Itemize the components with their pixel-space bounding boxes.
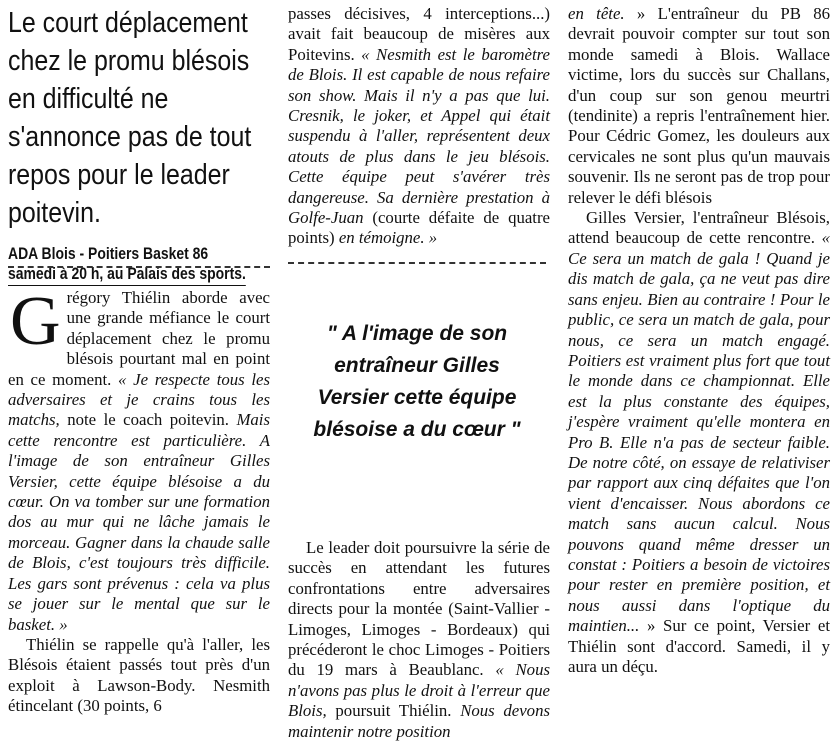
pull-quote: " A l'image de son entraîneur Gilles Versier cette équipe blésoise a du cœur " — [313, 322, 521, 441]
column-1-paragraph-1: Grégory Thiélin aborde avec une grande méfiance le court déplacement chez le promu blésois pourtant mal en point en ce moment. « Je respecte tous les adversaires et je crains tous les matchs, note le coach poitevin. Mais cette rencontre est particulière. A l'image de son entraîneur Gilles Versier, cette équipe blésoise a du cœur. On va tomber sur une formation dos au mur qui ne lâche jamais le morceau. Gagner dans la chaude salle de Blois, c'est toujours très difficile. Les gars sont prévenus : cela va plus se jouer sur le mental que sur le basket. » — [8, 283, 271, 634]
article-column-1 — [8, 283, 271, 717]
match-teams: ADA Blois - Poitiers Basket 86 — [8, 244, 209, 263]
match-time-venue: samedi à 20 h, au Palais des sports. — [8, 264, 246, 286]
drop-cap: G — [10, 283, 61, 360]
column-2-paragraph-2: Le leader doit poursuivre la série de succès en attendant les futures confrontations entre adversaires directs pour la montée (Saint-Vallier - Limoges, Limoges - Bordeaux) qui précéderont le choc Limoges - Poitiers du 19 mars à Beaublanc. « Nous n'avons pas plus le droit à l'erreur que Blois, poursuit Thiélin. Nous devons maintenir notre position — [288, 538, 550, 741]
headline: Le court déplacement chez le promu blésois en difficulté ne s'annonce pas de tout repos pour le leader poitevin. — [8, 7, 252, 229]
article-column-3 — [568, 4, 830, 677]
column-2-paragraph-1: passes décisives, 4 interceptions...) avait fait beaucoup de misères aux Poitevins. « Nesmith est le baromètre de Blois. Il est capable de nous refaire son show. Mais il n'y a pas que lui. Cresnik, le joker, et Appel qui était suspendu à l'aller, représentent deux atouts de plus dans le jeu blésois. Cette équipe peut s'avérer très dangereuse. Sa dernière prestation à Golfe-Juan (courte défaite de quatre points) en témoigne. » — [288, 4, 550, 248]
divider-rule-left — [8, 266, 270, 268]
column-3-paragraph-1: en tête. » L'entraîneur du PB 86 devrait pouvoir compter sur tout son monde samedi à Blois. Wallace victime, lors du succès sur Challans, d'un coup sur son genou meurtri (tendinite) a repris l'entraînement hier. Pour Cédric Gomez, les douleurs aux cervicales ne sont plus qu'un mauvais souvenir. Ils ne seront pas de trop pour relever le défi blésois — [568, 4, 831, 207]
match-info — [8, 244, 262, 286]
divider-rule-quote — [288, 262, 546, 264]
article-column-2-continued — [288, 538, 550, 742]
article-column-2 — [288, 4, 550, 249]
column-3-paragraph-2: Gilles Versier, l'entraîneur Blésois, attend beaucoup de cette rencontre. « Ce sera un match de gala ! Quand je dis match de gala, ça ne veut pas dire sans enjeu. Bien au contraire ! Pour le public, ce sera un match de gala, pour nous, ce sera un match engagé. Poitiers est vraiment plus fort que tout le monde dans ce championnat. Elle est la plus constante des équipes, j'espère vraiment qu'elle montera en Pro B. Elle n'a pas de secteur faible. De notre côté, on essaye de relativiser par rapport aux cinq défaites que l'on vient d'encaisser. Nous abordons ce match sans aucun calcul. Nous pouvons quand même dresser un constat : Poitiers a besoin de victoires pour rester en première position, et nous aussi dans l'optique du maintien... » Sur ce point, Versier et Thiélin sont d'accord. Samedi, il y aura un déçu. — [568, 208, 830, 676]
column-1-paragraph-2: Thiélin se rappelle qu'à l'aller, les Blésois étaient passés tout près d'un exploit à Lawson-Body. Nesmith étincelant (30 points, 6 — [8, 634, 270, 716]
